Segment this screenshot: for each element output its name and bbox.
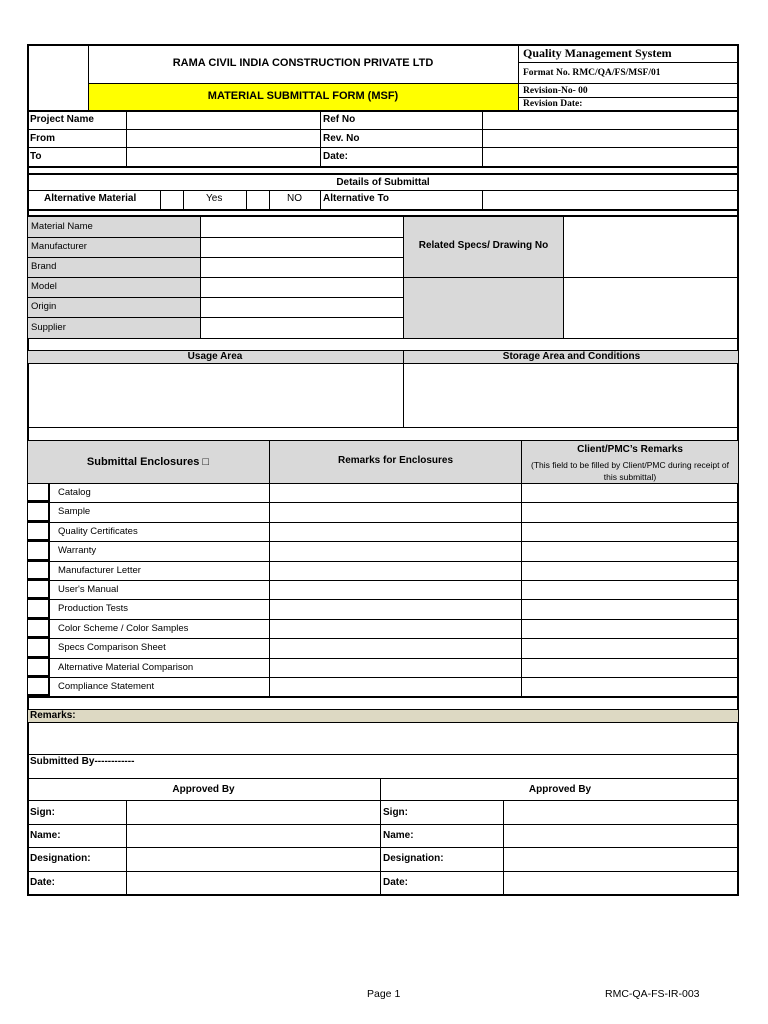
enclosure-remarks-field[interactable] [270,562,521,580]
enclosure-remarks-field[interactable] [270,484,521,502]
alt-to-label: Alternative To [323,193,389,204]
manufacturer-field[interactable] [201,238,403,257]
ref-no-label: Ref No [323,114,356,125]
enclosure-checkbox[interactable] [28,659,50,677]
sign-label-right: Sign: [383,807,408,818]
enclosure-remarks-field[interactable] [270,523,521,541]
model-field[interactable] [201,278,403,297]
from-label: From [30,133,55,144]
enclosure-checkbox[interactable] [28,678,50,696]
brand-label: Brand [31,261,57,272]
enclosure-checkbox[interactable] [28,562,50,580]
date-label: Date: [323,151,349,162]
enclosure-item-label: Warranty [58,545,97,556]
rev-no-label: Rev. No [323,133,360,144]
enclosure-remarks-field[interactable] [270,542,521,561]
remarks-band [28,709,738,722]
designation-label-left: Designation: [30,853,91,864]
enclosure-checkbox[interactable] [28,581,50,599]
enclosure-item-label: User's Manual [58,584,119,595]
enclosure-checkbox[interactable] [28,503,50,522]
related-specs-field[interactable] [564,217,738,277]
sign-field-left[interactable] [127,801,380,824]
remarks-field[interactable] [28,723,738,754]
enclosure-item-label: Catalog [58,487,91,498]
storage-area-label: Storage Area and Conditions [502,351,641,362]
sign-label-left: Sign: [30,807,55,818]
yes-checkbox[interactable] [161,191,183,209]
enclosure-remarks-field[interactable] [270,503,521,522]
client-remarks-title: Client/PMC’s Remarks [577,444,683,455]
enclosure-checkbox[interactable] [28,523,50,541]
approved-by-right: Approved By [528,784,592,795]
date-field-right[interactable] [504,872,738,894]
enclosure-checkbox[interactable] [28,639,50,658]
revision-date: Revision Date: [523,99,583,109]
date-field-left[interactable] [127,872,380,894]
usage-area-field[interactable] [28,364,403,427]
enclosure-item-label: Production Tests [58,603,129,614]
enclosure-item-label: Sample [58,506,91,517]
revision-no: Revision-No- 00 [523,86,588,96]
alt-to-field[interactable] [483,191,738,209]
yes-label: Yes [206,193,223,204]
brand-field[interactable] [201,258,403,277]
enclosure-remarks-field[interactable] [270,639,521,658]
name-field-right[interactable] [504,825,738,847]
enclosure-client-remarks-field[interactable] [522,542,738,561]
company-name: RAMA CIVIL INDIA CONSTRUCTION PRIVATE LTD [172,57,434,69]
submitted-by-label: Submitted By------------ [30,756,135,767]
format-no: Format No. RMC/QA/FS/MSF/01 [523,68,661,78]
enclosures-title: Submittal Enclosures □ [86,456,210,468]
date-label-right: Date: [383,877,409,888]
storage-area-field[interactable] [404,364,738,427]
from-field[interactable] [127,130,320,147]
usage-area-label: Usage Area [187,351,243,362]
enclosure-remarks-field[interactable] [270,600,521,619]
origin-label: Origin [31,301,57,312]
enclosure-checkbox[interactable] [28,484,50,502]
manufacturer-label: Manufacturer [31,241,87,252]
enclosure-checkbox[interactable] [28,620,50,638]
origin-field[interactable] [201,298,403,317]
qms-label: Quality Management System [523,46,672,60]
drawing-no-field[interactable] [564,278,738,338]
enclosure-item-label: Alternative Material Comparison [58,662,194,673]
enclosure-client-remarks-field[interactable] [522,503,738,522]
approved-by-left: Approved By [172,784,235,795]
enclosure-remarks-field[interactable] [270,678,521,696]
enclosure-item-label: Specs Comparison Sheet [58,642,166,653]
enclosure-client-remarks-field[interactable] [522,523,738,541]
remarks-label: Remarks: [30,710,76,721]
details-title: Details of Submittal [336,177,430,188]
form-title: MATERIAL SUBMITTAL FORM (MSF) [207,90,399,102]
client-remarks-note-2: this submittal) [603,472,657,482]
enclosure-client-remarks-field[interactable] [522,678,738,696]
project-name-field[interactable] [127,112,320,129]
related-specs-label: Related Specs/ Drawing No [418,240,549,251]
designation-field-right[interactable] [504,848,738,871]
doc-code: RMC-QA-FS-IR-003 [605,988,700,1000]
remarks-enclosures-title: Remarks for Enclosures [337,455,454,466]
designation-label-right: Designation: [383,853,444,864]
material-name-label: Material Name [31,221,93,232]
enclosure-client-remarks-field[interactable] [522,620,738,638]
name-label-right: Name: [383,830,414,841]
model-label: Model [31,281,57,292]
sign-field-right[interactable] [504,801,738,824]
enclosure-remarks-field[interactable] [270,659,521,677]
supplier-field[interactable] [201,318,403,338]
project-name-label: Project Name [30,114,94,125]
client-remarks-note-1: (This field to be filled by Client/PMC during receipt of [531,460,729,470]
date-label-left: Date: [30,877,56,888]
rev-no-field[interactable] [483,130,738,147]
page-number: Page 1 [367,988,401,1000]
supplier-label: Supplier [31,322,66,333]
name-label-left: Name: [30,830,61,841]
ref-no-field[interactable] [483,112,738,129]
material-name-field[interactable] [201,217,403,237]
no-label: NO [287,193,302,204]
enclosure-item-label: Quality Certificates [58,526,138,537]
designation-field-left[interactable] [127,848,380,871]
enclosure-client-remarks-field[interactable] [522,639,738,658]
enclosure-remarks-field[interactable] [270,581,521,599]
enclosure-remarks-field[interactable] [270,620,521,638]
enclosure-client-remarks-field[interactable] [522,659,738,677]
enclosure-client-remarks-field[interactable] [522,484,738,502]
enclosure-client-remarks-field[interactable] [522,581,738,599]
name-field-left[interactable] [127,825,380,847]
to-field[interactable] [127,148,320,166]
no-checkbox[interactable] [247,191,269,209]
enclosure-item-label: Color Scheme / Color Samples [58,623,189,634]
enclosure-checkbox[interactable] [28,600,50,619]
enclosure-item-label: Manufacturer Letter [58,565,141,576]
enclosure-client-remarks-field[interactable] [522,562,738,580]
enclosure-client-remarks-field[interactable] [522,600,738,619]
to-label: To [30,151,42,162]
enclosure-checkbox[interactable] [28,542,50,561]
enclosure-item-label: Compliance Statement [58,681,155,692]
alt-material-label: Alternative Material [44,193,137,204]
date-field[interactable] [483,148,738,166]
